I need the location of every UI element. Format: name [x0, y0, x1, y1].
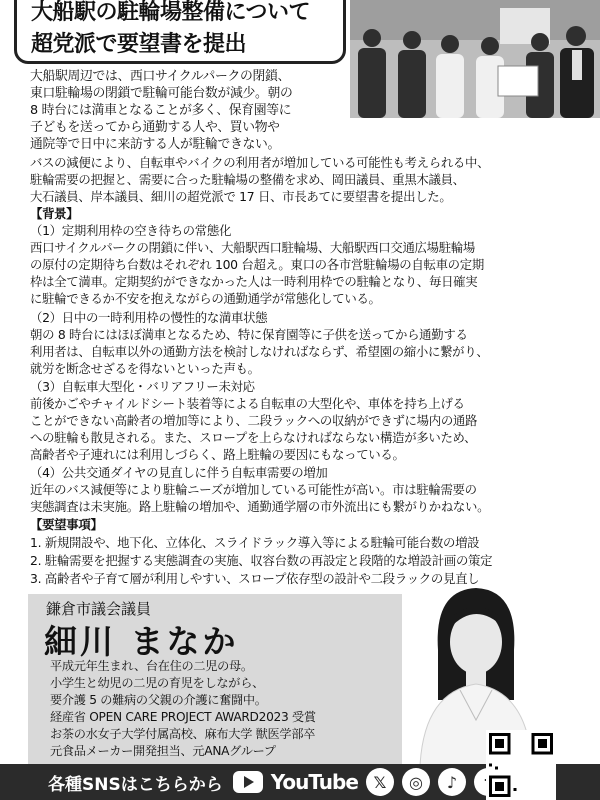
section-line: 就労を断念せざるを得ないといった声も。 — [30, 361, 260, 376]
sns-links — [233, 768, 502, 796]
section-heading: （3）自転車大型化・バリアフリー未対応 — [30, 379, 255, 394]
intro-line: 子どもを送ってから通勤する人や、買い物や — [30, 120, 280, 135]
request-item: 3. 高齢者や子育て層が利用しやすい、スロープ依存型の設計や二段ラックの見直し — [30, 571, 480, 586]
profile-line: 元食品メーカー開発担当、元ANAグループ — [50, 744, 276, 758]
section-heading: （2）日中の一時利用枠の慢性的な満車状態 — [30, 310, 268, 325]
section-line: ことができない高齢者の増加等により、二段ラックへの収納ができずに場内の通路 — [30, 413, 478, 428]
intro-line: 駐輪需要の把握と、需要に合った駐輪場の整備を求め、岡田議員、重黒木議員、 — [30, 172, 465, 187]
profile-line: 平成元年生まれ、台在住の二児の母。 — [50, 659, 253, 673]
headline-box — [14, 0, 346, 64]
profile-line: 小学生と幼児の二児の育児をしながら、 — [50, 676, 264, 690]
intro-line: 通院等で日中に来訪する人が駐輪できない。 — [30, 137, 280, 152]
section-line: 朝の 8 時台にはほぼ満車となるため、特に保育園等に子供を送ってから通勤する — [30, 327, 468, 342]
tiktok-icon[interactable]: ♪ — [438, 768, 466, 796]
section-line: 近年のバス減便等により駐輪ニーズが増加している可能性が高い。市は駐輪需要の — [30, 482, 477, 497]
profile-line: お茶の水女子大学付属高校、麻布大学 獣医学部卒 — [50, 727, 316, 741]
intro-line: バスの減便により、自転車やバイクの利用者が増加している可能性も考えられる中、 — [30, 155, 490, 170]
intro-line: 大石議員、岸本議員、細川の超党派で 17 日、市長あてに要望書を提出した。 — [30, 189, 452, 204]
request-item: 2. 駐輪需要を把握する実態調査の実施、収容台数の再設定と段階的な増設計画の策定 — [30, 553, 493, 568]
x-icon[interactable]: 𝕏 — [366, 768, 394, 796]
section-line: 実態調査は未実施。路上駐輪の増加や、通勤通学層の市外流出にも繋がりかねない。 — [30, 499, 490, 514]
qr-code[interactable] — [486, 730, 556, 800]
profile-line: 要介護 5 の難病の父親の介護に奮闘中。 — [50, 693, 267, 707]
instagram-icon[interactable]: ◎ — [402, 768, 430, 796]
section-line: に駐輪できるか不安を抱えながらの通勤通学が常態化している。 — [30, 291, 381, 306]
profile-line: 経産省 OPEN CARE PROJECT AWARD2023 受賞 — [50, 710, 316, 724]
intro-line: 東口駐輪場の閉鎖で駐輪可能台数が減少。朝の — [30, 86, 293, 101]
background-heading: 【背景】 — [30, 206, 79, 221]
profile-role: 鎌倉市議会議員 — [46, 600, 152, 618]
section-line: 利用者は、自転車以外の通勤方法を検討しなければならず、希望園の縮小に繋がり、 — [30, 344, 489, 359]
requests-heading: 【要望事項】 — [30, 517, 103, 532]
intro-line: 大船駅周辺では、西口サイクルパークの閉鎖、 — [30, 69, 291, 84]
section-line: への駐輪も散見される。また、スロープを上らなければならない構造が多いため、 — [30, 430, 477, 445]
section-heading: （4）公共交通ダイヤの見直しに伴う自転車需要の増加 — [30, 465, 328, 480]
section-line: の原付の定期待ち台数はそれぞれ 100 台超え。東口の各市営駐輪場の自転車の定期 — [30, 257, 484, 272]
youtube-link[interactable]: YouTube — [270, 770, 358, 794]
request-item: 1. 新規開設や、地下化、立体化、スライドラック導入等による駐輪可能台数の増設 — [30, 535, 480, 550]
section-line: 高齢者や子連れには利用しづらく、路上駐輪の要因にもなっている。 — [30, 447, 405, 462]
sns-label: 各種SNSはこちらから — [48, 774, 223, 795]
section-line: 前後かごやチャイルドシート装着等による自転車の大型化や、車体を持ち上げる — [30, 396, 465, 411]
headline-line-1: 大船駅の駐輪場整備について — [31, 0, 311, 25]
profile-box — [28, 594, 402, 766]
section-heading: （1）定期利用枠の空き待ちの常態化 — [30, 223, 232, 238]
section-line: 枠は全て満車。定期契約ができなかった人は一時利用枠での駐輪となり、毎日確実 — [30, 274, 478, 289]
intro-line: 8 時台には満車となることが多く、保育園等に — [30, 103, 292, 118]
profile-name: 細川 まなか — [44, 622, 239, 661]
section-line: 西口サイクルパークの閉鎖に伴い、大船駅西口駐輪場、大船駅西口交通広場駐輪場 — [30, 240, 475, 255]
headline-line-2: 超党派で要望書を提出 — [31, 32, 247, 57]
group-photo — [350, 0, 600, 118]
youtube-play-icon[interactable] — [233, 771, 263, 793]
